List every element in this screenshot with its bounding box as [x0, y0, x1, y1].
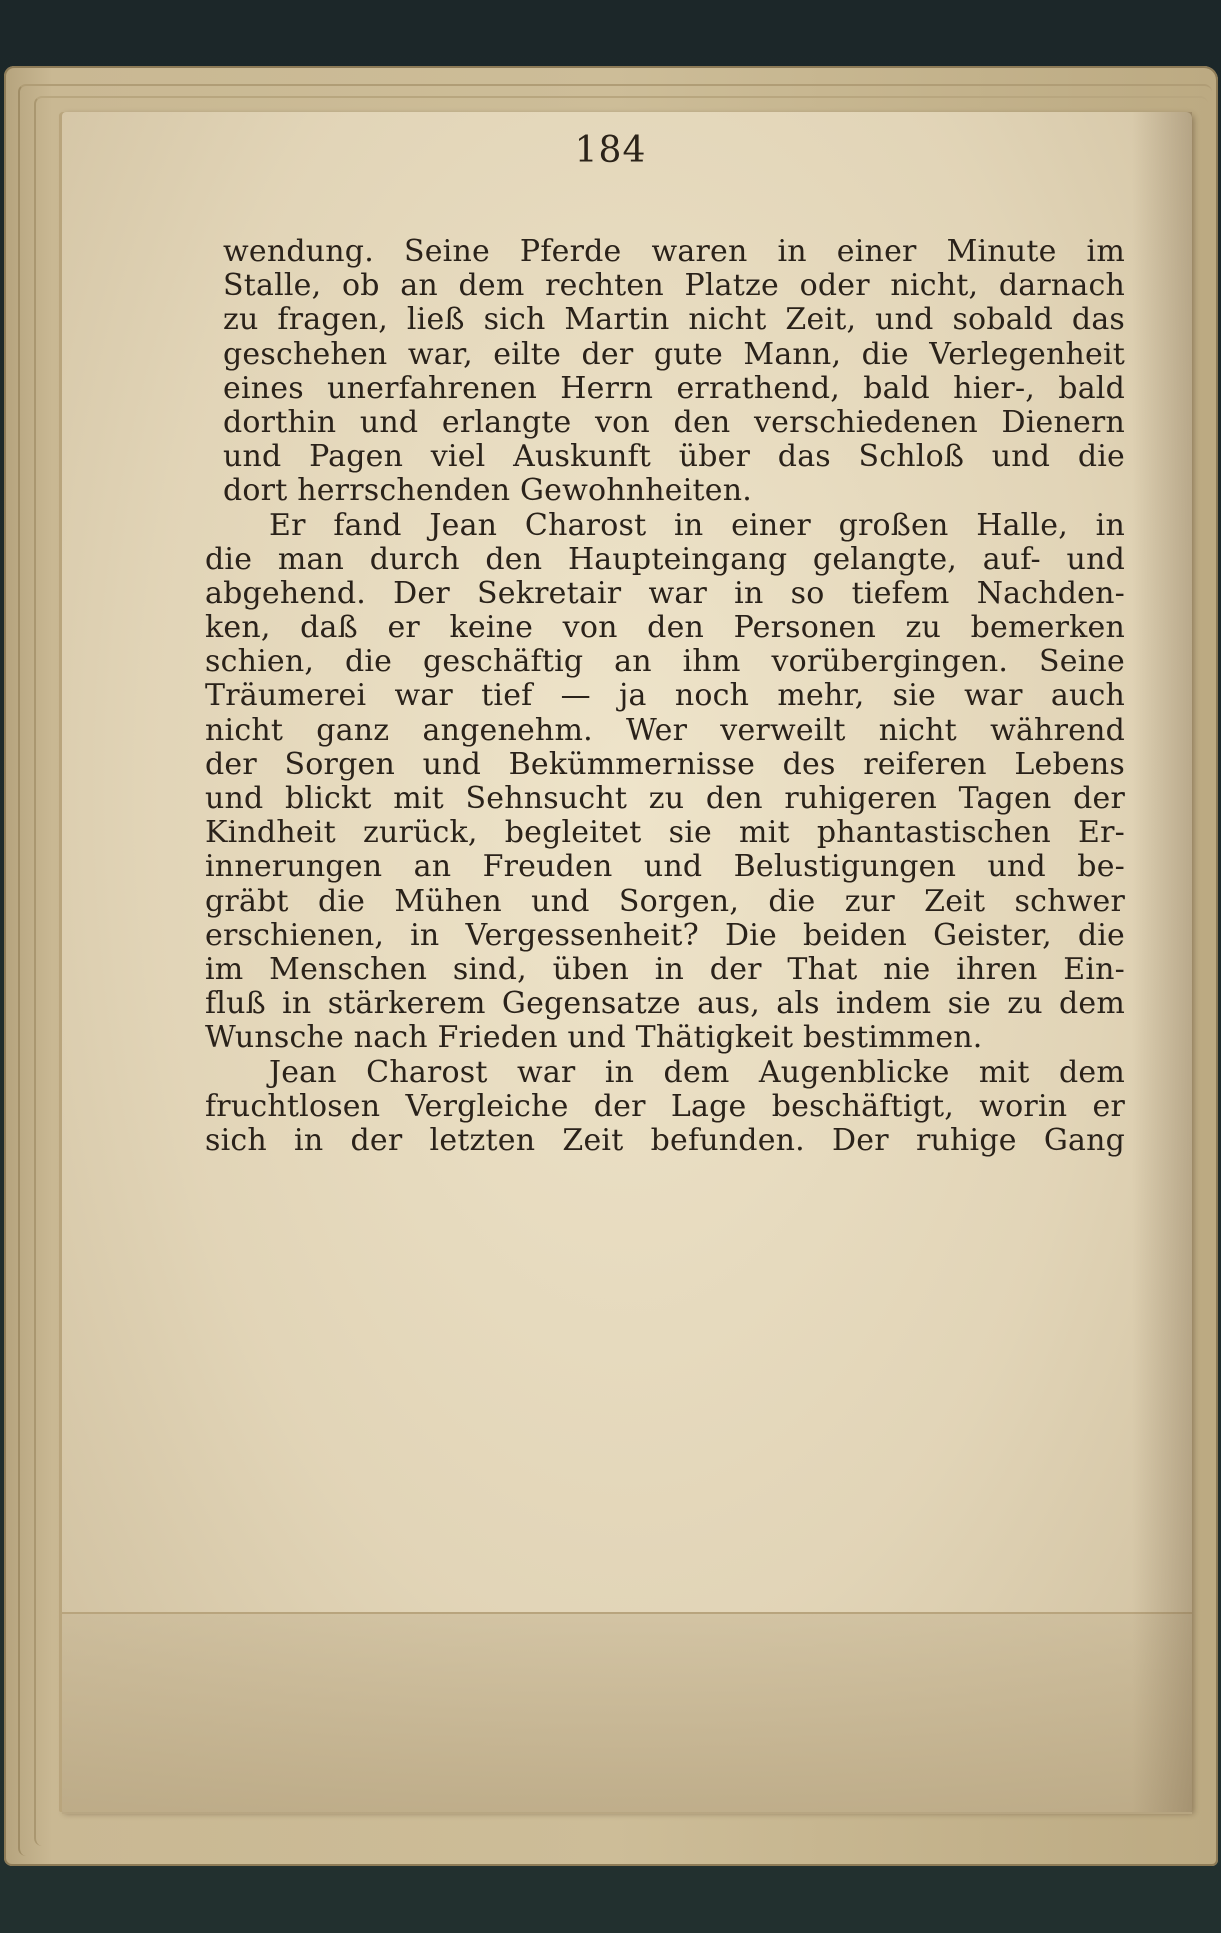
text-line: fruchtlosen Vergleiche der Lage beschäftigt, worin er	[205, 1089, 1125, 1124]
text-line: abgehend. Der Sekretair war in so tiefem Nachden-	[205, 576, 1125, 611]
text-line: nicht ganz angenehm. Wer verweilt nicht während	[205, 713, 1125, 748]
text-line: Stalle, ob an dem rechten Platze oder nicht, darnach	[223, 269, 1125, 304]
text-line: die man durch den Haupteingang gelangte, auf- und	[205, 542, 1125, 577]
text-line: ken, daß er keine von den Personen zu bemerken	[205, 611, 1125, 646]
page-fold	[62, 1612, 1192, 1814]
text-line: innerungen an Freuden und Belustigungen und be-	[205, 850, 1125, 885]
text-line: dort herrschenden Gewohnheiten.	[223, 474, 753, 509]
text-line: fluß in stärkerem Gegensatze aus, als indem sie zu dem	[205, 987, 1125, 1022]
text-line: schien, die geschäftig an ihm vorübergingen. Seine	[205, 645, 1125, 680]
text-line: eines unerfahrenen Herrn errathend, bald hier-, bald	[223, 371, 1125, 406]
text-line: gräbt die Mühen und Sorgen, die zur Zeit schwer	[205, 884, 1125, 919]
text-line: Er fand Jean Charost in einer großen Halle, in	[269, 508, 1125, 543]
text-line: im Menschen sind, üben in der That nie ihren Ein-	[205, 952, 1125, 987]
body-text	[205, 235, 1125, 1158]
page-number: 184	[574, 130, 647, 171]
text-line: Jean Charost war in dem Augenblicke mit dem	[269, 1055, 1125, 1090]
text-line: sich in der letzten Zeit befunden. Der ruhige Gang	[205, 1123, 1125, 1158]
text-line: geschehen war, eilte der gute Mann, die Verlegenheit	[223, 337, 1125, 372]
text-line: und Pagen viel Auskunft über das Schloß und die	[223, 440, 1125, 475]
text-line: zu fragen, ließ sich Martin nicht Zeit, und sobald das	[223, 303, 1125, 338]
text-line: Kindheit zurück, begleitet sie mit phantastischen Er-	[205, 816, 1125, 851]
text-line: Träumerei war tief — ja noch mehr, sie war auch	[205, 679, 1125, 714]
text-line: erschienen, in Vergessenheit? Die beiden Geister, die	[205, 918, 1125, 953]
gutter-shadow	[1132, 112, 1192, 1812]
text-line: Wunsche nach Frieden und Thätigkeit bestimmen.	[205, 1021, 983, 1056]
text-line: wendung. Seine Pferde waren in einer Minute im	[223, 235, 1125, 269]
text-line: und blickt mit Sehnsucht zu den ruhigeren Tagen der	[205, 782, 1125, 816]
text-line: der Sorgen und Bekümmernisse des reiferen Lebens	[205, 747, 1125, 782]
text-line: dorthin und erlangte von den verschiedenen Dienern	[223, 405, 1125, 440]
